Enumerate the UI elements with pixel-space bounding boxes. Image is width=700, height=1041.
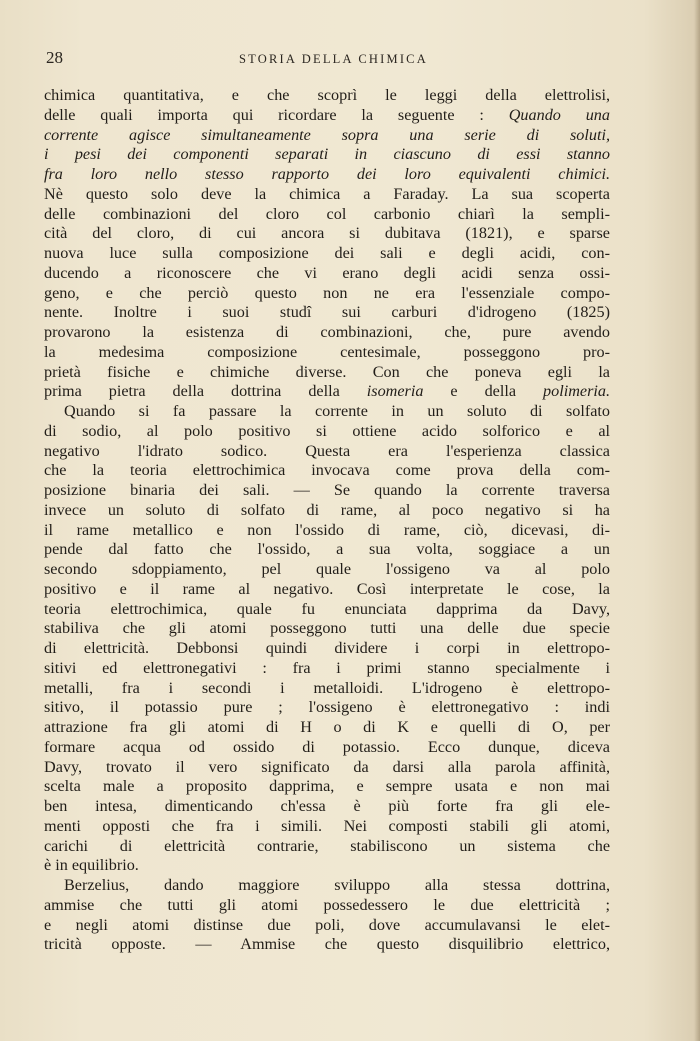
text-line: prima pietra della dottrina della isomeria e della polimeria. [44, 382, 610, 401]
text-line: Berzelius, dando maggiore sviluppo alla stessa dottrina, [64, 876, 610, 894]
text-line: metalli, fra i secondi i metalloidi. L'idrogeno è elettropo- [44, 678, 610, 697]
text-line: prietà fisiche e chimiche diverse. Con che poneva egli la [44, 362, 610, 381]
page-edge-shadow [694, 0, 700, 1041]
text-line: corrente agisce simultaneamente sopra una serie di soluti, [44, 125, 610, 144]
text-line: Davy, trovato il vero significato da darsi alla parola affinità, [44, 757, 610, 776]
text-line: ammise che tutti gli atomi possedessero le due elettricità ; [44, 895, 610, 914]
text-line: attrazione fra gli atomi di H o di K e quelli di O, per [44, 718, 610, 736]
text-line: ducendo a riconoscere che vi erano degli acidi senza ossi- [44, 263, 610, 282]
text-line: teoria elettrochimica, quale fu enunciata dapprima da Davy, [44, 599, 610, 618]
text-line: sitivi ed elettronegativi : fra i primi stanno specialmente i [44, 658, 610, 677]
text-line: pende dal fatto che l'ossido, a sua volta, soggiace a un [44, 540, 610, 559]
text-line: Nè questo solo deve la chimica a Faraday. La sua scoperta [44, 184, 610, 203]
text-line: positivo e il rame al negativo. Così interpretate le cose, la [44, 579, 610, 598]
text-line: nuova luce sulla composizione dei sali e degli acidi, con- [44, 244, 610, 262]
text-line: formare acqua od ossido di potassio. Ecco dunque, diceva [44, 737, 610, 756]
text-line: invece un soluto di solfato di rame, al poco negativo si ha [44, 500, 610, 519]
text-line: il rame metallico e non l'ossido di rame, ciò, dicevasi, di- [44, 520, 610, 539]
running-head [46, 46, 621, 70]
text-line: che la teoria elettrochimica invocava come prova della com- [44, 461, 610, 480]
text-line: posizione binaria dei sali. — Se quando la corrente traversa [44, 481, 610, 499]
text-line: menti opposti che fra i simili. Nei composti stabili gli atomi, [44, 816, 610, 835]
text-line: i pesi dei componenti separati in ciascuno di essi stanno [44, 145, 610, 164]
text-line: è in equilibrio. [44, 856, 139, 875]
text-line: scelta male a proposito dapprima, e sempre usata e non mai [44, 777, 610, 796]
text-line: provarono la esistenza di combinazioni, che, pure avendo [44, 323, 610, 341]
text-line: delle combinazioni del cloro col carbonio chiarì la sempli- [44, 204, 610, 223]
text-line: sitivo, il potassio pure ; l'ossigeno è elettronegativo : indi [44, 698, 610, 717]
text-line: di sodio, al polo positivo si ottiene acido solforico e al [44, 421, 610, 440]
text-line: fra loro nello stesso rapporto dei loro equivalenti chimici. [44, 165, 610, 183]
page-number: 28 [46, 48, 63, 67]
text-line: e negli atomi distinse due poli, dove accumulavansi le elet- [44, 915, 610, 934]
text-line: negativo l'idrato sodico. Questa era l'esperienza classica [44, 441, 610, 460]
text-line: cità del cloro, di cui ancora si dubitava (1821), e sparse [44, 224, 610, 243]
text-line: di elettricità. Debbonsi quindi dividere i corpi in elettropo- [44, 639, 610, 657]
text-line: secondo sdoppiamento, pel quale l'ossigeno va al polo [44, 560, 610, 578]
text-line: Quando si fa passare la corrente in un soluto di solfato [64, 402, 610, 420]
text-line: stabiliva che gli atomi posseggono tutti una delle due specie [44, 619, 610, 638]
body-text [44, 86, 610, 955]
text-line: carichi di elettricità contrarie, stabiliscono un sistema che [44, 836, 610, 855]
text-line: la medesima composizione centesimale, posseggono pro- [44, 342, 610, 361]
text-line: geno, e che perciò questo non ne era l'essenziale compo- [44, 283, 610, 302]
text-line: ben intesa, dimenticando ch'essa è più forte fra gli ele- [44, 797, 610, 815]
text-line: delle quali importa qui ricordare la seguente : Quando una [44, 105, 610, 124]
text-line: chimica quantitativa, e che scoprì le leggi della elettrolisi, [44, 86, 610, 104]
text-line: nente. Inoltre i suoi studî sui carburi d'idrogeno (1825) [44, 303, 610, 322]
running-title: STORIA DELLA CHIMICA [239, 52, 428, 66]
text-line: tricità opposte. — Ammise che questo disquilibrio elettrico, [44, 935, 610, 954]
